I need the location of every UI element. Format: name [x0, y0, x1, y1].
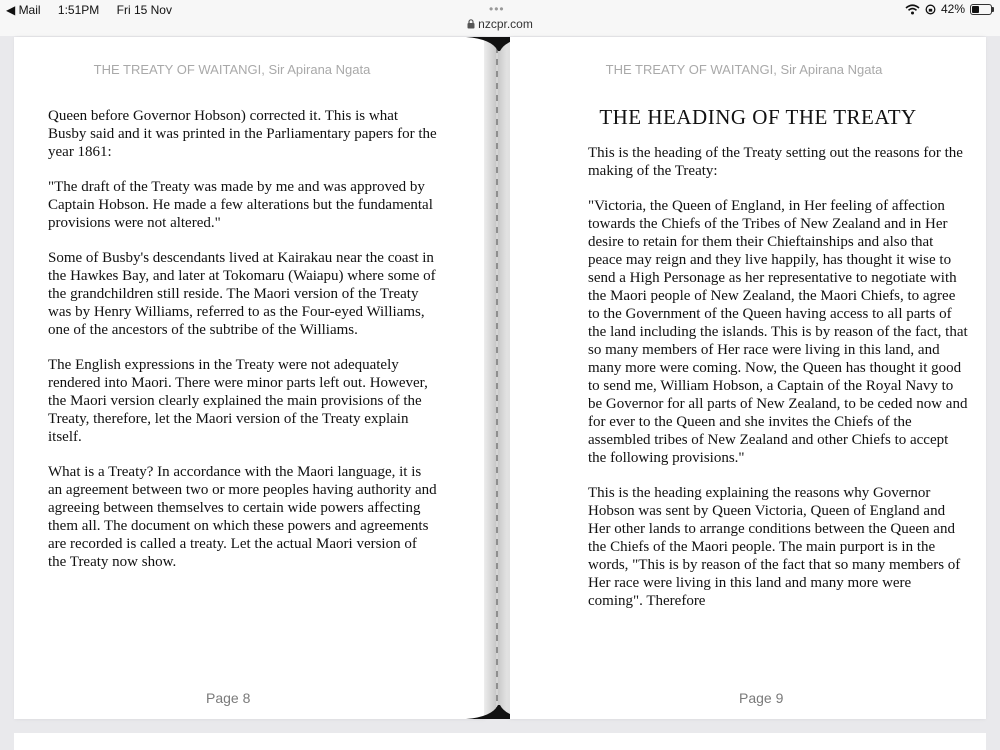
book-spine [484, 37, 510, 719]
paragraph: Some of Busby's descendants lived at Kairakau near the coast in the Hawkes Bay, and later at Tokomaru (Waiapu) where some of the grandchildren still reside. The Maori version of the Treaty was by Henry Williams, referred to as the Four-eyed Williams, one of the ancestors of the subtribe of the Williams. [48, 250, 436, 338]
battery-percentage: 42% [940, 2, 965, 16]
status-left [6, 3, 186, 17]
status-time: 1:51PM [57, 3, 100, 17]
left-page-body [48, 107, 438, 588]
next-page-edge[interactable] [14, 733, 986, 750]
right-page [510, 37, 986, 719]
lock-icon [467, 19, 475, 29]
page-number-left: Page 8 [206, 690, 251, 706]
left-page [14, 37, 484, 719]
wifi-icon [905, 4, 920, 15]
paragraph: "Victoria, the Queen of England, in Her feeling of affection towards the Chiefs of the Tribes of New Zealand and in Her desire to retain for them their Chieftainships and also that peace may reign and they live happily, has thought it wise to send a High Personage as her representative to negotiate with the Maori people of New Zealand, the Maori Chiefs, to agree to the Government of the Queen having access to all parts of the land including the islands. This is by reason of the fact, that so many members of Her race were living in this land, and many more were coming. Now, the Queen has thought it good to send me, William Hobson, a Captain of the Royal Navy to be Governor for all parts of New Zealand, to be ceded now and for ever to the Queen and she invites the Chiefs of the assembled tribes of New Zealand and other Chiefs to accept the following provisions." [588, 198, 968, 466]
orientation-lock-icon [925, 4, 936, 15]
battery-icon [970, 4, 992, 15]
paragraph: "The draft of the Treaty was made by me and was approved by Captain Hobson. He made a few alterations but the fundamental provisions were not altered." [48, 179, 433, 231]
paragraph: What is a Treaty? In accordance with the Maori language, it is an agreement between two or more peoples having authority and agreeing between themselves to certain wide powers affecting them all. The document on which these powers and agreements are recorded is called a treaty. Let the actual Maori version of the Treaty now show. [48, 464, 437, 570]
running-head-left: THE TREATY OF WAITANGI, Sir Apirana Ngata [93, 62, 371, 77]
page-number-right: Page 9 [739, 690, 784, 706]
address-bar[interactable] [0, 17, 1000, 31]
right-page-body [588, 105, 968, 627]
chapter-title: THE HEADING OF THE TREATY [599, 105, 917, 129]
running-head-right: THE TREATY OF WAITANGI, Sir Apirana Ngata [605, 62, 883, 77]
multitasking-dots[interactable]: ••• [489, 2, 505, 16]
paragraph: This is the heading explaining the reasons why Governor Hobson was sent by Queen Victoria, Queen of England and Her other lands to arrange conditions between the Queen and the Chiefs of the Maori people. The main purport is in the words, "This is by reason of the fact that so many members of Her race were living in this land and many more were coming". Therefore [588, 485, 961, 609]
status-bar [0, 0, 1000, 36]
status-date: Fri 15 Nov [116, 3, 172, 17]
back-to-mail-link[interactable]: ◀ Mail [6, 3, 41, 17]
paragraph: Queen before Governor Hobson) corrected it. This is what Busby said and it was printed in the Parliamentary papers for the year 1861: [48, 108, 437, 160]
paragraph: This is the heading of the Treaty setting out the reasons for the making of the Treaty: [588, 145, 963, 179]
paragraph: The English expressions in the Treaty were not adequately rendered into Maori. There were minor parts left out. However, the Maori version clearly explained the main provisions of the Treaty, therefore, let the Maori version of the Treaty explain itself. [48, 357, 428, 445]
url-text: nzcpr.com [478, 17, 533, 31]
status-right [905, 2, 992, 16]
